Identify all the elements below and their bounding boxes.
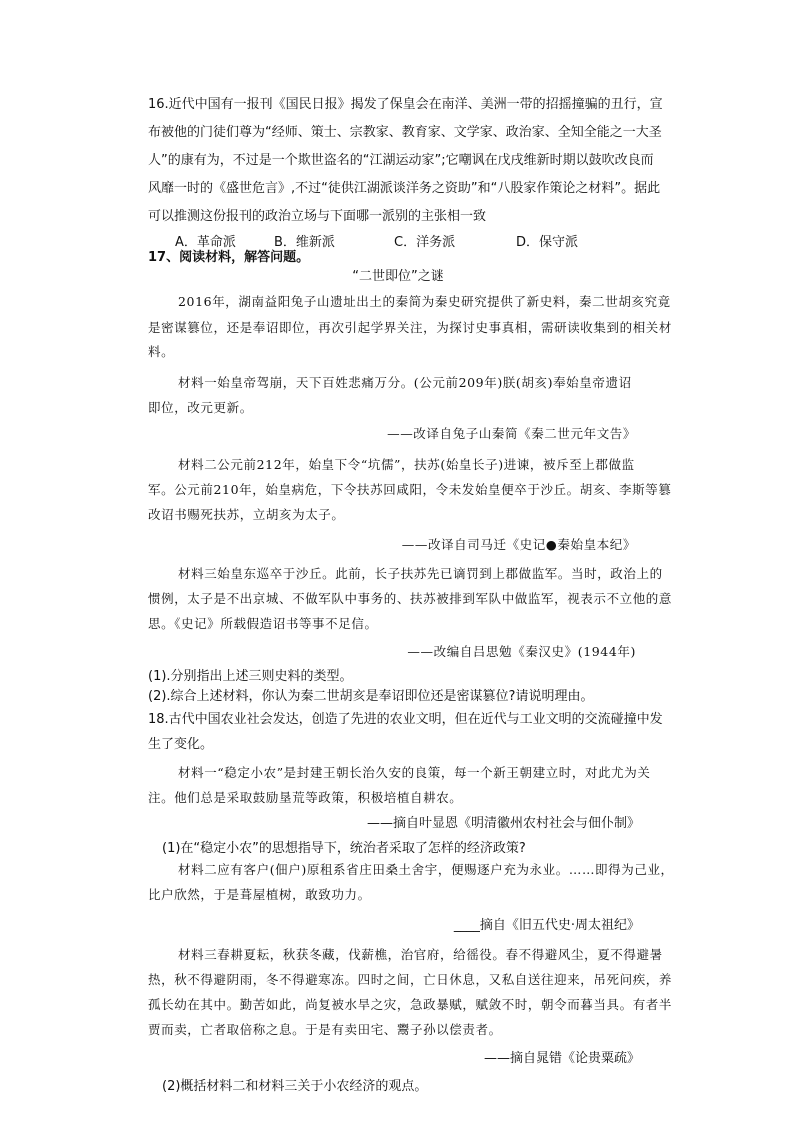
q17-heading: 17、阅读材料，解答问题。 <box>148 250 310 265</box>
q16-option-a: A．革命派 <box>175 235 236 250</box>
q18-m3-line-1: 材料三春耕夏耘，秋获冬藏，伐薪樵，治官府，给徭役。春不得避风尘，夏不得避暑 <box>178 947 663 962</box>
q18-line-1: 18.古代中国农业社会发达，创造了先进的农业文明，但在近代与工业文明的交流碰撞中发 <box>148 712 663 727</box>
q17-m2-line-3: 改诏书赐死扶苏，立胡亥为太子。 <box>148 507 345 522</box>
q18-m3-source: ——摘自晁错《论贵粟疏》 <box>483 1051 640 1066</box>
q16-option-b: B．维新派 <box>274 235 335 250</box>
q16-line-1: 16.近代中国有一报刊《国民日报》揭发了保皇会在南洋、美洲一带的招摇撞骗的丑行，宣 <box>148 97 663 112</box>
q18-m1-source: ——摘自叶显恩《明清徽州农村社会与佃仆制》 <box>366 816 640 831</box>
q17-intro-3: 料。 <box>148 344 175 359</box>
q17-intro-2: 是密谋篡位，还是奉诏即位，再次引起学界关注，为探讨史事真相，需研读收集到的相关材 <box>148 320 673 335</box>
q18-m2-line-1: 材料二应有客户(佃户)原租系省庄田桑土舍宇，便赐逐户充为永业。……即得为己业， <box>178 862 674 877</box>
q18-question-1: (1)在“稳定小农”的思想指导下，统治者采取了怎样的经济政策? <box>162 841 526 856</box>
q18-m2-source: ____摘自《旧五代史·周太祖纪》 <box>453 918 640 933</box>
q18-m1-line-2: 注。他们总是采取鼓励垦荒等政策，积极培植自耕农。 <box>148 790 463 805</box>
q16-line-4: 风靡一时的《盛世危言》,不过“徒供江湖派谈洋务之资助”和“八股家作策论之材料”。据此 <box>148 181 661 196</box>
q17-question-1: (1).分别指出上述三则史料的类型。 <box>148 669 353 684</box>
q17-m2-line-1: 材料二公元前212年，始皇下令“坑儒”，扶苏(始皇长子)进谏，被斥至上郡做监 <box>178 457 635 472</box>
q17-m2-source: ——改译自司马迁《史记●秦始皇本纪》 <box>401 537 636 552</box>
q18-m3-line-2: 热，秋不得避阴雨，冬不得避寒冻。四时之间，亡日休息，又私自送往迎来，吊死问疾，养 <box>148 972 673 987</box>
q16-line-5: 可以推测这份报刊的政治立场与下面哪一派别的主张相一致 <box>148 209 487 224</box>
q18-question-2: (2)概括材料二和材料三关于小农经济的观点。 <box>162 1079 428 1094</box>
q17-title: “二世即位”之谜 <box>352 269 444 284</box>
q17-m2-line-2: 军。公元前210年，始皇病危，下令扶苏回咸阳，令未发始皇便卒于沙丘。胡亥、李斯等篡 <box>148 482 672 497</box>
q16-option-c: C．洋务派 <box>394 235 456 250</box>
q16-line-3: 人”的康有为，不过是一个欺世盗名的“江湖运动家”;它嘲讽在戊戌维新时期以鼓吹改良而 <box>148 153 654 168</box>
q16-line-2: 布被他的门徒们尊为“经师、策士、宗教家、教育家、文学家、政治家、全知全能之一大圣 <box>148 125 662 140</box>
q17-m3-line-1: 材料三始皇东巡卒于沙丘。此前，长子扶苏先已谪罚到上郡做监军。当时，政治上的 <box>178 566 663 581</box>
q17-m3-line-3: 思。《史记》所载假造诏书等事不足信。 <box>148 616 378 631</box>
q17-m3-line-2: 惯例，太子是不出京城、不做军队中事务的、扶苏被排到军队中做监军，视表示不立他的意 <box>148 591 673 606</box>
q17-question-2: (2).综合上述材料，你认为秦二世胡亥是奉诏即位还是密谋篡位?请说明理由。 <box>148 689 594 704</box>
q18-m2-line-2: 比户欣然，于是葺屋植树，敢致功力。 <box>148 887 371 902</box>
q18-line-2: 生了变化。 <box>148 737 214 752</box>
q18-m3-line-3: 孤长幼在其中。勤苦如此，尚复被水旱之灾，急政暴赋，赋敛不时，朝令而暮当具。有者半 <box>148 997 673 1012</box>
q18-m3-line-4: 贾而卖，亡者取倍称之息。于是有卖田宅、鬻子孙以偿责者。 <box>148 1022 502 1037</box>
q16-option-d: D．保守派 <box>516 235 579 250</box>
q17-m1-line-1: 材料一始皇帝驾崩，天下百姓悲痛万分。(公元前209年)朕(胡亥)奉始皇帝遗诏 <box>178 375 632 390</box>
q17-m1-source: ——改译自兔子山秦简《秦二世元年文告》 <box>387 426 636 441</box>
q18-m1-line-1: 材料一“稳定小农”是封建王朝长治久安的良策，每一个新王朝建立时，对此尤为关 <box>178 765 651 780</box>
q17-intro-1: 2016年，湖南益阳兔子山遗址出土的秦简为秦史研究提供了新史料，秦二世胡亥究竟 <box>178 294 671 309</box>
q17-m1-line-2: 即位，改元更新。 <box>148 400 253 415</box>
q17-m3-source: ——改编自吕思勉《秦汉史》(1944年) <box>407 644 636 659</box>
